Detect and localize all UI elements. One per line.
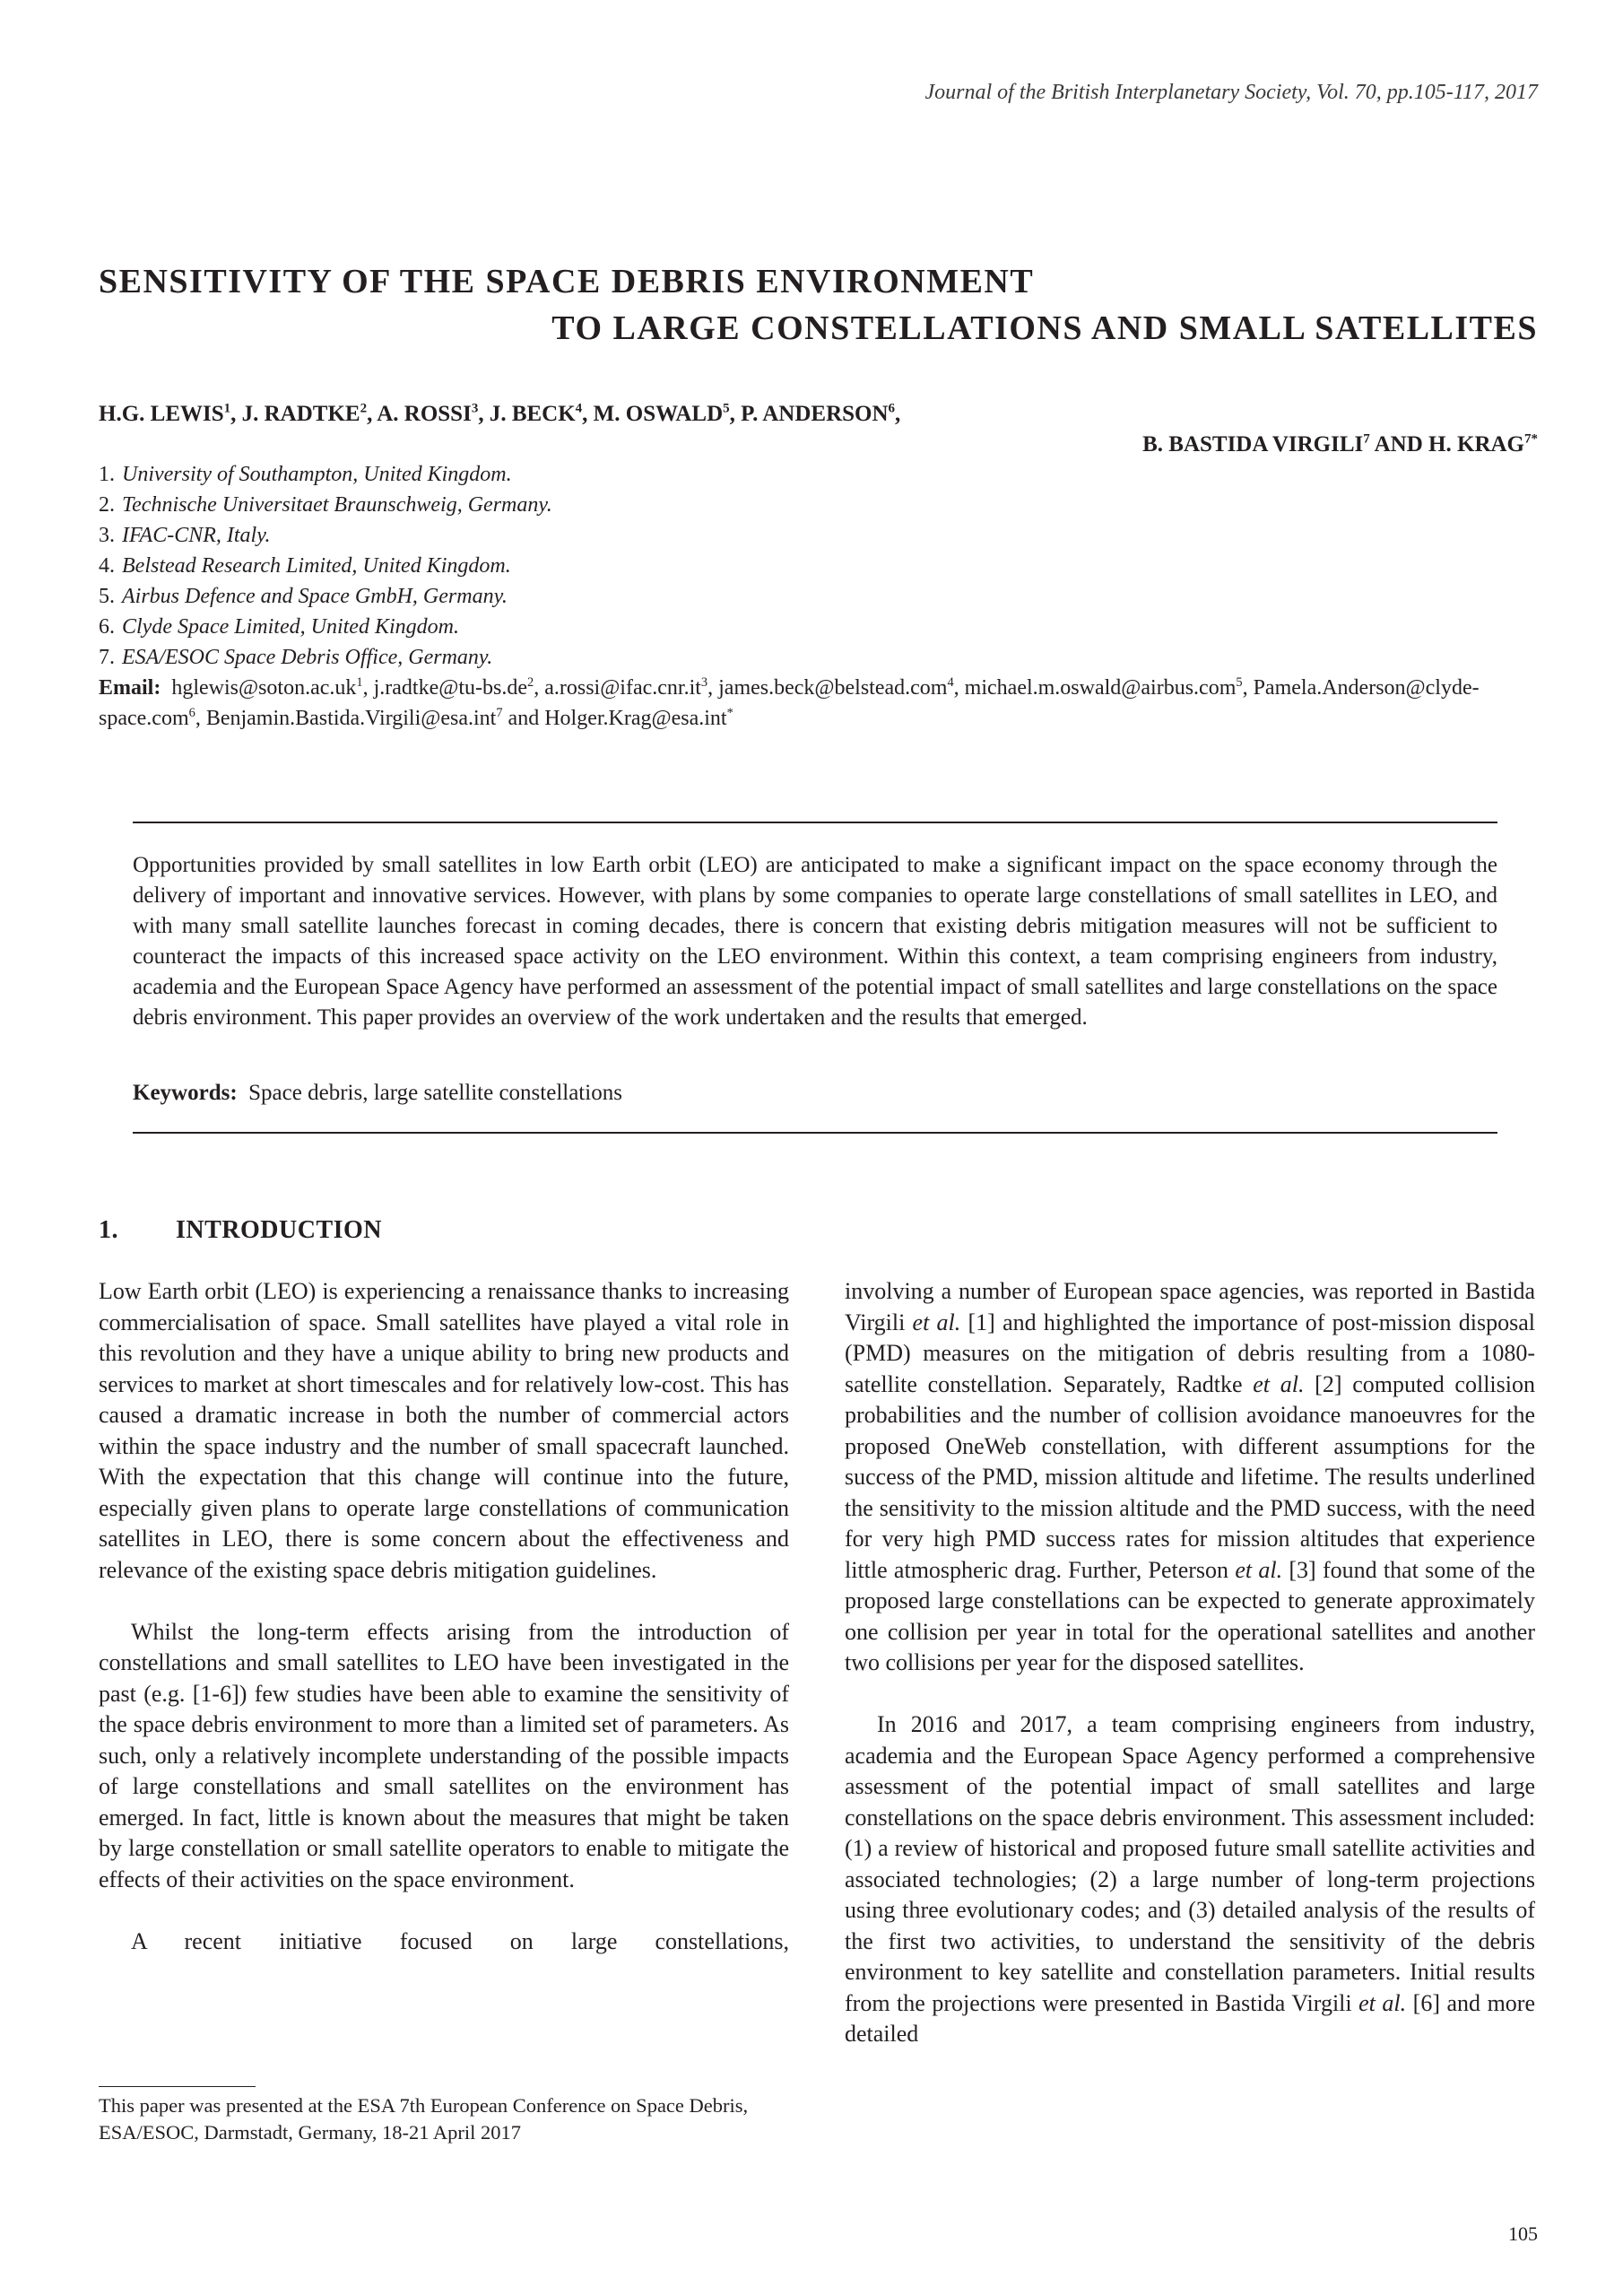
page-number: 105 — [1508, 2222, 1538, 2245]
email-mark: 1 — [356, 675, 363, 690]
email-separator: , — [534, 676, 545, 700]
text-run: [6] and more detailed — [845, 1989, 1535, 2047]
email-mark: * — [726, 706, 733, 720]
affiliation-text: Technische Universitaet Braunschweig, Germany. — [122, 493, 552, 517]
email-separator: , — [953, 676, 965, 700]
author-separator: , — [230, 402, 242, 426]
affiliation-number: 5. — [99, 585, 115, 608]
abstract-bottom-rule — [133, 1132, 1497, 1134]
author-name: H. KRAG — [1428, 432, 1524, 457]
section-heading — [99, 1216, 382, 1245]
journal-header: Journal of the British Interplanetary Society, Vol. 70, pp.105-117, 2017 — [924, 81, 1538, 104]
email-separator: and — [502, 707, 545, 730]
author-name: P. ANDERSON — [741, 402, 889, 426]
email-mark: 4 — [947, 675, 954, 690]
affiliation-item — [99, 490, 552, 520]
author-separator: , — [367, 402, 378, 426]
email-link[interactable]: Holger.Krag@esa.int — [544, 707, 727, 730]
email-separator: , — [1242, 676, 1254, 700]
affiliation-text: Belstead Research Limited, United Kingdom. — [122, 554, 511, 578]
email-link[interactable]: hglewis@soton.ac.uk — [171, 676, 357, 700]
affiliation-number: 4. — [99, 554, 115, 578]
body-paragraph: A recent initiative focused on large constellations, — [131, 1927, 789, 1954]
affiliation-number: 2. — [99, 493, 115, 517]
email-mark: 7 — [496, 706, 503, 720]
author-affil-mark: 2 — [360, 401, 368, 416]
email-block — [99, 673, 1538, 734]
author-affil-mark: 7* — [1524, 431, 1538, 447]
paper-title-line-2: TO LARGE CONSTELLATIONS AND SMALL SATELLITES — [551, 309, 1538, 347]
affiliation-text: ESA/ESOC Space Debris Office, Germany. — [122, 646, 493, 669]
author-separator: , — [729, 402, 742, 426]
affiliation-number: 6. — [99, 615, 115, 639]
email-link[interactable]: Pamela.Anderson@clyde-space.com — [99, 676, 1480, 730]
author-separator: , — [582, 402, 594, 426]
affiliation-item — [99, 612, 552, 642]
author-affil-mark: 7 — [1363, 431, 1370, 447]
email-mark: 6 — [188, 706, 195, 720]
section-title: INTRODUCTION — [176, 1216, 383, 1244]
affiliation-text: University of Southampton, United Kingdom. — [122, 463, 512, 486]
author-name: J. BECK — [489, 402, 576, 426]
author-name: A. ROSSI — [377, 402, 472, 426]
affiliations-list — [99, 459, 552, 673]
author-affil-mark: 6 — [888, 401, 896, 416]
body-paragraph: Low Earth orbit (LEO) is experiencing a renaissance thanks to increasing commercialisation of space. Small satellites have played a vital role in this revolution and they have a unique ability to bring new products and services to market at short timescales and for relatively low-cost. This has caused a dramatic increase in both the number of commercial actors within the space industry and the number of small spacecraft launched. With the expectation that this change will continue into the future, especially given plans to operate large constellations of communication satellites in LEO, there is some concern about the effectiveness and relevance of the existing space debris mitigation guidelines. — [99, 1278, 789, 1583]
affiliation-item — [99, 551, 552, 581]
author-name: B. BASTIDA VIRGILI — [1142, 432, 1364, 457]
affiliation-text: Airbus Defence and Space GmbH, Germany. — [122, 585, 508, 608]
email-separator: , — [707, 676, 719, 700]
abstract-text: Opportunities provided by small satellites in low Earth orbit (LEO) are anticipated to make a significant impact on the space economy through the delivery of important and innovative services. However, with plans by some companies to operate large constellations of small satellites in LEO, and with many small satellite launches forecast in coming decades, there is concern that existing debris mitigation measures will not be sufficient to counteract the impacts of this increased space activity on the LEO environment. Within this context, a team comprising engineers from industry, academia and the European Space Agency have performed an assessment of the potential impact of small satellites and large constellations on the space debris environment. This paper provides an overview of the work undertaken and the results that emerged. — [133, 853, 1497, 1030]
author-affil-mark: 3 — [471, 401, 479, 416]
affiliation-item — [99, 520, 552, 551]
affiliation-item — [99, 459, 552, 490]
keywords-text: Space debris, large satellite constellations — [248, 1081, 622, 1105]
affiliation-text: Clyde Space Limited, United Kingdom. — [122, 615, 459, 639]
author-separator: , — [478, 402, 490, 426]
author-affil-mark: 1 — [223, 401, 231, 416]
email-mark: 2 — [527, 675, 534, 690]
body-paragraph — [845, 1276, 1535, 1679]
author-affil-mark: 5 — [723, 401, 730, 416]
footnote-rule — [99, 2086, 256, 2087]
author-name: H.G. LEWIS — [99, 402, 224, 426]
authors-line-1 — [99, 398, 900, 430]
author-separator: , — [895, 402, 901, 426]
affiliation-number: 3. — [99, 524, 115, 547]
email-link[interactable]: Benjamin.Bastida.Virgili@esa.int — [205, 707, 497, 730]
affiliation-number: 7. — [99, 646, 115, 669]
affiliation-item — [99, 642, 552, 673]
text-run-italic: et al. — [912, 1309, 961, 1335]
body-paragraph: Whilst the long-term effects arising from the introduction of constellations and small satellites to LEO have been investigated in the past (e.g. [1-6]) few studies have been able to examine the sensitivity of the space debris environment to more than a limited set of parameters. As such, only a relatively incomplete understanding of the possible impacts of large constellations and small satellites on the environment has emerged. In fact, little is known about the measures that might be taken by large constellation or small satellite operators to enable to mitigate the effects of their activities on the space environment. — [99, 1618, 789, 1892]
text-run-italic: et al. — [1235, 1556, 1283, 1583]
text-run: [2] computed collision probabilities and the number of collision avoidance manoeuvres for the proposed OneWeb constellation, with different assumptions for the success of the PMD, mission altitude and lifetime. The results underlined the sensitivity to the mission altitude and the PMD success, with the need for very high PMD success rates for mission altitudes that experience little atmospheric drag. Further, Peterson — [845, 1370, 1535, 1583]
text-run: involving a number of European space agencies, was reported in Bastida Virgili — [845, 1278, 1535, 1335]
keywords-line — [133, 1078, 622, 1109]
right-column — [845, 1276, 1535, 2050]
keywords-label: Keywords: — [133, 1081, 238, 1105]
text-run: In 2016 and 2017, a team comprising engineers from industry, academia and the European Space Agency performed a comprehensive assessment of the potential impact of small satellites and large constellations on the space debris environment. This assessment included: (1) a review of historical and proposed future small satellite activities and associated technologies; (2) a large number of long-term projections using three evolutionary codes; and (3) detailed analysis of the results of the first two activities, to understand the sensitivity of the debris environment to key satellite and constellation parameters. Initial results from the projections were presented in Bastida Virgili — [845, 1711, 1535, 2016]
email-link[interactable]: a.rossi@ifac.cnr.it — [544, 676, 701, 700]
email-mark: 5 — [1236, 675, 1243, 690]
email-separator: , — [362, 676, 374, 700]
footnote: This paper was presented at the ESA 7th European Conference on Space Debris, ESA/ESOC, Darmstadt, Germany, 18-21 April 2017 — [99, 2094, 749, 2144]
left-column — [99, 1276, 789, 1957]
affiliation-number: 1. — [99, 463, 115, 486]
email-link[interactable]: michael.m.oswald@airbus.com — [964, 676, 1237, 700]
paper-title-line-1: SENSITIVITY OF THE SPACE DEBRIS ENVIRONMENT — [99, 263, 1035, 300]
text-run: [1] and highlighted the importance of post-mission disposal (PMD) measures on the mitigation of debris resulting from a 1080-satellite constellation. Separately, Radtke — [845, 1309, 1535, 1397]
email-link[interactable]: james.beck@belstead.com — [718, 676, 948, 700]
author-affil-mark: 4 — [575, 401, 583, 416]
text-run-italic: et al. — [1253, 1370, 1305, 1397]
affiliation-text: IFAC-CNR, Italy. — [122, 524, 271, 547]
email-separator: , — [195, 707, 206, 730]
author-name: M. OSWALD — [593, 402, 724, 426]
email-mark: 3 — [700, 675, 708, 690]
abstract-top-rule — [133, 822, 1497, 823]
author-separator: AND — [1369, 432, 1429, 457]
text-run: [3] found that some of the proposed large constellations can be expected to generate approximately one collision per year in total for the operational satellites and another two collisions per year for the disposed satellites. — [845, 1556, 1535, 1675]
affiliation-item — [99, 581, 552, 612]
section-number: 1. — [99, 1216, 118, 1244]
email-label: Email: — [99, 676, 161, 700]
body-paragraph — [845, 1709, 1535, 2050]
email-link[interactable]: j.radtke@tu-bs.de — [373, 676, 527, 700]
text-run-italic: et al. — [1358, 1989, 1407, 2016]
author-name: J. RADTKE — [241, 402, 360, 426]
authors-line-2 — [1142, 429, 1538, 461]
